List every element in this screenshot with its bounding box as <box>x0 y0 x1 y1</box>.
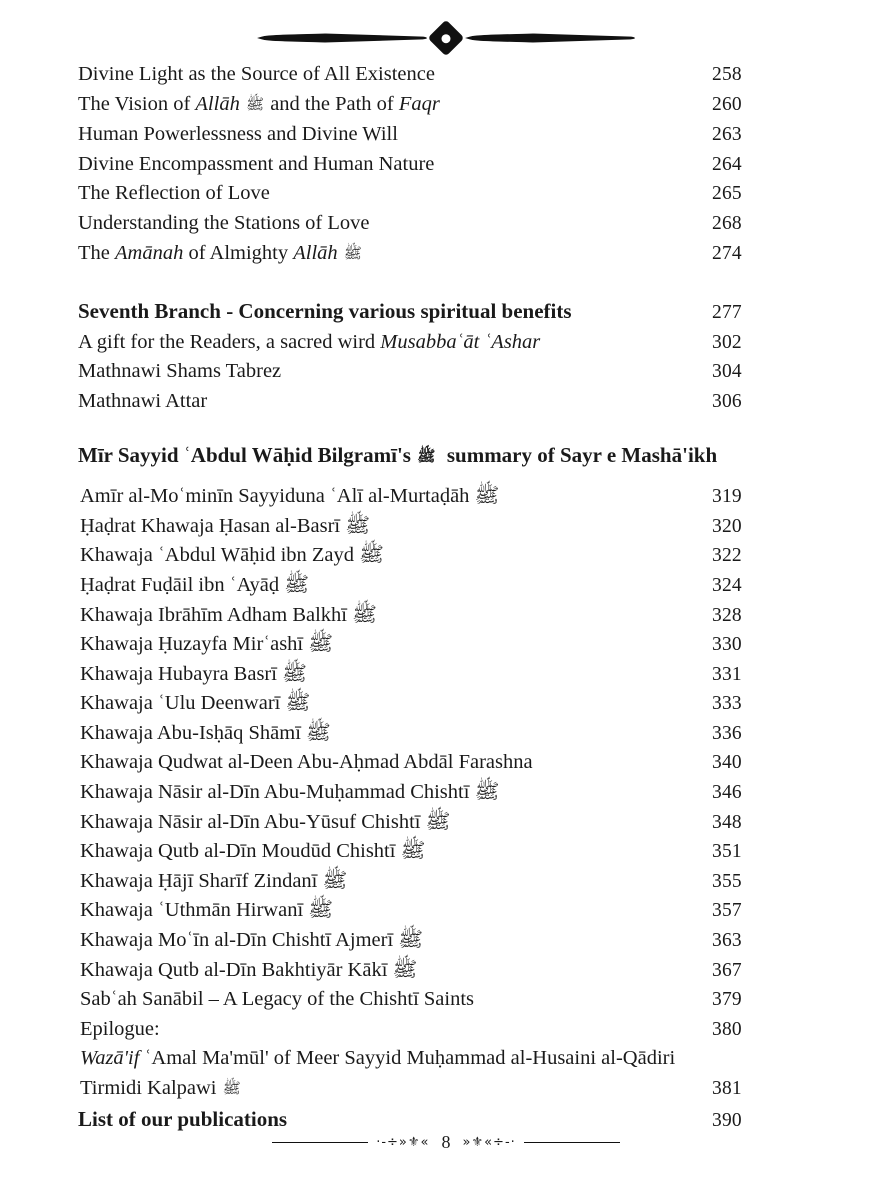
toc-entry-label: Ḥaḍrat Khawaja Ḥasan al-Basrī ﷺ <box>80 514 371 537</box>
toc-entry-page: 302 <box>712 331 742 353</box>
toc-entry-label: Khawaja Hubayra Basrī ﷺ <box>80 662 307 685</box>
toc-entry-page: 330 <box>712 634 742 656</box>
toc-entry-page: 328 <box>712 604 742 626</box>
toc-entry-label: Human Powerlessness and Divine Will <box>78 123 398 146</box>
toc-entry-page: 319 <box>712 486 742 508</box>
toc-entry-label: Khawaja ʿUlu Deenwarī ﷺ <box>80 692 311 715</box>
toc-entry-page: 306 <box>712 390 742 412</box>
toc-section-page: 277 <box>712 302 742 324</box>
toc-entry[interactable] <box>78 179 768 209</box>
toc-entry-label: Khawaja Ibrāhīm Adham Balkhī ﷺ <box>80 603 377 626</box>
toc-entry-page: 355 <box>712 870 742 892</box>
toc-section-label: Mīr Sayyid ʿAbdul Wāḥid Bilgramī's ﷺ summary of Sayr e Mashā'ikh <box>78 442 718 467</box>
toc-entry[interactable] <box>78 512 768 542</box>
toc-entry[interactable] <box>78 482 768 512</box>
toc-entry-label: Sabʿah Sanābil – A Legacy of the Chishtī Saints <box>80 988 475 1011</box>
toc-entry[interactable] <box>78 748 768 778</box>
ornament-bar-left <box>257 31 427 45</box>
toc-entry[interactable] <box>78 541 768 571</box>
toc-entry[interactable] <box>78 239 768 270</box>
toc-entry-page: 260 <box>712 93 742 115</box>
toc-entry[interactable] <box>78 660 768 690</box>
toc-entry-page: 357 <box>712 900 742 922</box>
section-spacer <box>78 269 768 297</box>
toc-entry-page: 304 <box>712 361 742 383</box>
toc-entry-page: 379 <box>712 989 742 1011</box>
sallallahu-icon: ﷺ <box>245 94 265 113</box>
section-title-rest: - Concerning various spiritual benefits <box>220 299 572 324</box>
toc-entry-label: List of our publications <box>78 1106 288 1131</box>
toc-entry-page: 333 <box>712 693 742 715</box>
toc-entry-label: Divine Encompassment and Human Nature <box>78 152 435 175</box>
table-of-contents <box>78 60 768 1135</box>
footer-rule-right <box>524 1142 620 1143</box>
toc-entry-page: 340 <box>712 752 742 774</box>
toc-entry-label: Khawaja ʿUthmān Hirwanī ﷺ <box>80 899 334 922</box>
toc-entry-page: 367 <box>712 959 742 981</box>
toc-entry-label: Epilogue: <box>80 1017 160 1040</box>
toc-entry-page: 380 <box>712 1018 742 1040</box>
toc-entry[interactable] <box>78 209 768 239</box>
toc-entry-label: Khawaja Moʿīn al-Dīn Chishtī Ajmerī ﷺ <box>80 929 424 952</box>
toc-entry-page: 346 <box>712 782 742 804</box>
toc-entry[interactable] <box>78 956 768 986</box>
sallallahu-icon: ﷺ <box>343 243 362 262</box>
toc-entry-page: 322 <box>712 545 742 567</box>
toc-entry-wazaif-line2[interactable] <box>78 1074 768 1105</box>
toc-entry-label: Khawaja Qutb al-Dīn Bakhtiyār Kākī ﷺ <box>80 958 418 981</box>
toc-entry-label: Amīr al-Moʿminīn Sayyiduna ʿAlī al-Murtaḍāh ﷺ <box>80 485 500 508</box>
toc-entry[interactable] <box>78 778 768 808</box>
page-number: 8 <box>441 1132 451 1152</box>
toc-entry[interactable] <box>78 387 768 417</box>
toc-entry[interactable] <box>78 328 768 358</box>
footer-ornament-right-icon: »⚜«÷-· <box>462 1135 516 1150</box>
ornament-diamond-icon <box>428 20 465 57</box>
toc-entry[interactable] <box>78 1015 768 1045</box>
toc-entry-label: Mathnawi Attar <box>78 389 208 412</box>
toc-entry-page: 274 <box>712 242 742 264</box>
footer-rule-left <box>272 1142 368 1143</box>
ornament-bar-right <box>465 31 635 45</box>
toc-entry-label: The Amānah of Almighty Allāh ﷺ <box>78 241 362 264</box>
toc-entry-page: 258 <box>712 64 742 85</box>
section-spacer <box>78 472 768 482</box>
toc-entry[interactable] <box>78 837 768 867</box>
toc-entry[interactable] <box>78 808 768 838</box>
toc-entry[interactable] <box>78 571 768 601</box>
toc-entry-page: 351 <box>712 841 742 863</box>
toc-entry-page: 268 <box>712 212 742 234</box>
toc-entry[interactable] <box>78 630 768 660</box>
toc-entry-label: Khawaja Abu-Isḥāq Shāmī ﷺ <box>80 721 331 744</box>
toc-entry[interactable] <box>78 90 768 121</box>
section-title-bold: Seventh Branch <box>78 299 221 324</box>
toc-entry[interactable] <box>78 689 768 719</box>
toc-entry-label: Divine Light as the Source of All Existence <box>78 63 435 85</box>
toc-entry-publications[interactable] <box>78 1105 768 1136</box>
toc-entry-page: 363 <box>712 930 742 952</box>
toc-section-seventh-branch[interactable] <box>78 297 768 328</box>
toc-section-label <box>78 297 572 327</box>
toc-entry[interactable] <box>78 601 768 631</box>
toc-entry[interactable] <box>78 60 768 90</box>
toc-entry-page: 263 <box>712 124 742 146</box>
toc-entry-page: 264 <box>712 153 742 175</box>
toc-entry-page: 348 <box>712 811 742 833</box>
toc-entry-label: Khawaja Nāsir al-Dīn Abu-Muḥammad Chishtī ﷺ <box>80 781 500 804</box>
toc-entry[interactable] <box>78 120 768 150</box>
toc-entry-label: Understanding the Stations of Love <box>78 211 370 234</box>
toc-entry-label: Ḥaḍrat Fuḍāil ibn ʿAyāḍ ﷺ <box>80 573 309 596</box>
toc-entry-page: 381 <box>712 1078 742 1099</box>
toc-entry-label: Mathnawi Shams Tabrez <box>78 360 282 383</box>
toc-entry[interactable] <box>78 985 768 1015</box>
toc-entry-wazaif-line1[interactable] <box>78 1044 768 1074</box>
footer-ornament-left-icon: ·-÷»⚜« <box>376 1135 430 1150</box>
toc-entry-label: The Reflection of Love <box>78 182 270 205</box>
toc-entry-label: Khawaja Nāsir al-Dīn Abu-Yūsuf Chishtī ﷺ <box>80 810 451 833</box>
toc-entry-page: 324 <box>712 574 742 596</box>
toc-entry[interactable] <box>78 719 768 749</box>
page-footer <box>0 1132 892 1153</box>
toc-entry[interactable] <box>78 150 768 180</box>
toc-entry-label: Khawaja Ḥuzayfa Mirʿashī ﷺ <box>80 633 334 656</box>
toc-section-mir-sayyid[interactable] <box>78 441 768 473</box>
toc-entry-label: Wazā'if ʿAmal Ma'mūl' of Meer Sayyid Muḥammad al-Husaini al-Qādiri <box>80 1047 676 1070</box>
toc-entry-page: 320 <box>712 515 742 537</box>
toc-entry-label: Khawaja ʿAbdul Wāḥid ibn Zayd ﷺ <box>80 544 384 567</box>
toc-entry-label: Tirmidi Kalpawi ﷺ <box>80 1077 241 1099</box>
toc-entry-label: Khawaja Qudwat al-Deen Abu-Aḥmad Abdāl Farashna <box>80 751 533 774</box>
sallallahu-icon: ﷺ <box>417 446 436 465</box>
sallallahu-icon: ﷺ <box>222 1079 241 1097</box>
toc-entry[interactable] <box>78 896 768 926</box>
top-ornament <box>0 18 892 58</box>
toc-entry-label: The Vision of Allāh ﷺ and the Path of Faqr <box>78 92 440 115</box>
toc-entry-page: 265 <box>712 183 742 205</box>
section-spacer <box>78 417 768 441</box>
toc-entry[interactable] <box>78 357 768 387</box>
toc-entry-label: Khawaja Ḥājī Sharīf Zindanī ﷺ <box>80 869 348 892</box>
toc-entry[interactable] <box>78 867 768 897</box>
toc-entry-label: A gift for the Readers, a sacred wird Musabbaʿāt ʿAshar <box>78 330 541 353</box>
toc-entry-label: Khawaja Qutb al-Dīn Moudūd Chishtī ﷺ <box>80 840 426 863</box>
toc-entry[interactable] <box>78 926 768 956</box>
toc-entry-page: 336 <box>712 722 742 744</box>
toc-entry-page: 390 <box>712 1109 742 1131</box>
ornament-group <box>257 25 635 51</box>
toc-entry-page: 331 <box>712 663 742 685</box>
